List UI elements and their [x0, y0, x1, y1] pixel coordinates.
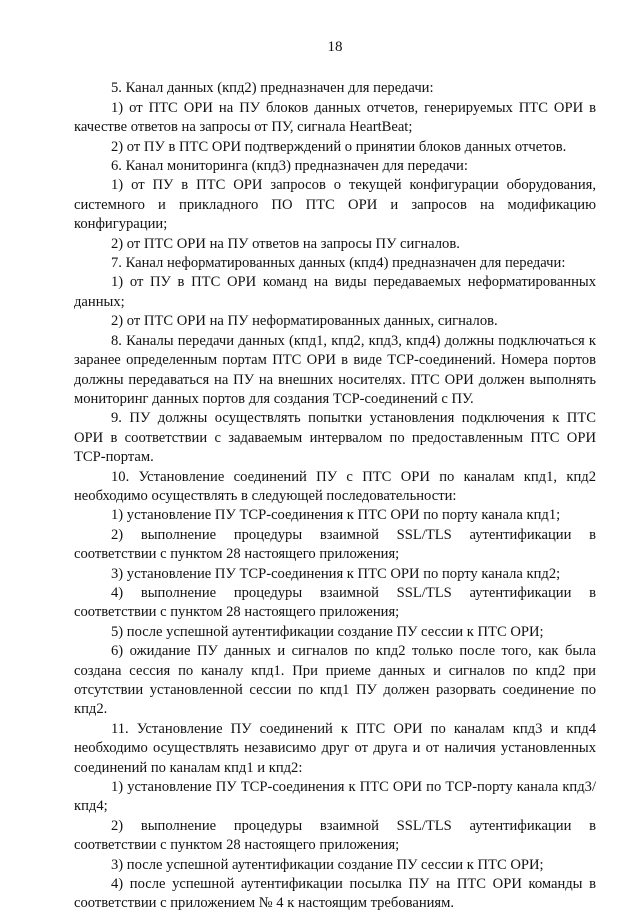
paragraph: 8. Каналы передачи данных (кпд1, кпд2, кпд3, кпд4) должны подключаться к заранее определенным портам ПТС ОРИ в виде TCP-соединений. Номера портов должны передаваться на ПУ на внешних носителях. ПТС ОРИ должен выполнять мониторинг данных портов для создания TCP-соединений с ПУ. — [74, 332, 596, 407]
paragraph: 3) установление ПУ TCP-соединения к ПТС ОРИ по порту канала кпд2; — [111, 565, 561, 582]
paragraph: 5. Канал данных (кпд2) предназначен для передачи: — [111, 80, 434, 97]
paragraph: 1) установление ПУ TCP-соединения к ПТС ОРИ по TCP-порту канала кпд3/кпд4; — [74, 779, 596, 815]
paragraph: 4) выполнение процедуры взаимной SSL/TLS аутентификации в соответствии с пунктом 28 настоящего приложения; — [74, 584, 596, 621]
paragraph: 2) от ПТС ОРИ на ПУ неформатированных данных, сигналов. — [111, 313, 498, 330]
paragraph: 2) выполнение процедуры взаимной SSL/TLS аутентификации в соответствии с пунктом 28 настоящего приложения; — [74, 817, 596, 854]
paragraph: 6. Канал мониторинга (кпд3) предназначен для передачи: — [111, 158, 468, 175]
paragraph: 1) от ПУ в ПТС ОРИ команд на виды передаваемых неформатированных данных; — [74, 274, 596, 310]
paragraph: 6) ожидание ПУ данных и сигналов по кпд2 только после того, как была создана сессия по каналу кпд1. При приеме данных и сигналов по кпд2 при отсутствии установленной сессии по кпд1 ПУ должен разорвать соединение по кпд2. — [74, 643, 596, 718]
paragraph: 1) от ПУ в ПТС ОРИ запросов о текущей конфигурации оборудования, системного и прикладного ПО ПТС ОРИ и запросов на модификацию конфигурации; — [74, 177, 596, 233]
paragraph: 11. Установление ПУ соединений к ПТС ОРИ по каналам кпд3 и кпд4 необходимо осуществлять независимо друг от друга и от наличия установленных соединений по каналам кпд1 и кпд2: — [74, 720, 596, 776]
paragraph: 4) после успешной аутентификации посылка ПУ на ПТС ОРИ команды в соответствии с приложением № 4 к настоящим требованиям. — [74, 876, 596, 912]
paragraph: 2) от ПТС ОРИ на ПУ ответов на запросы ПУ сигналов. — [111, 235, 460, 252]
paragraph: 2) от ПУ в ПТС ОРИ подтверждений о принятии блоков данных отчетов. — [111, 138, 567, 155]
paragraph: 9. ПУ должны осуществлять попытки установления подключения к ПТС ОРИ в соответствии с задаваемым интервалом по предоставленным ПТС ОРИ TCP-портам. — [74, 410, 596, 466]
paragraph: 1) установление ПУ TCP-соединения к ПТС ОРИ по порту канала кпд1; — [111, 507, 561, 524]
paragraph: 3) после успешной аутентификации создание ПУ сессии к ПТС ОРИ; — [111, 856, 544, 873]
paragraph: 1) от ПТС ОРИ на ПУ блоков данных отчетов, генерируемых ПТС ОРИ в качестве ответов на запросы от ПУ, сигнала HeartBeat; — [74, 99, 596, 136]
page-number: 18 — [327, 39, 343, 55]
paragraph: 7. Канал неформатированных данных (кпд4) предназначен для передачи: — [111, 255, 566, 272]
paragraph: 2) выполнение процедуры взаимной SSL/TLS аутентификации в соответствии с пунктом 28 настоящего приложения; — [74, 526, 596, 563]
body-text — [74, 79, 596, 913]
paragraph: 10. Установление соединений ПУ с ПТС ОРИ по каналам кпд1, кпд2 необходимо осуществлять в следующей последовательности: — [74, 468, 596, 504]
paragraph: 5) после успешной аутентификации создание ПУ сессии к ПТС ОРИ; — [111, 623, 544, 640]
